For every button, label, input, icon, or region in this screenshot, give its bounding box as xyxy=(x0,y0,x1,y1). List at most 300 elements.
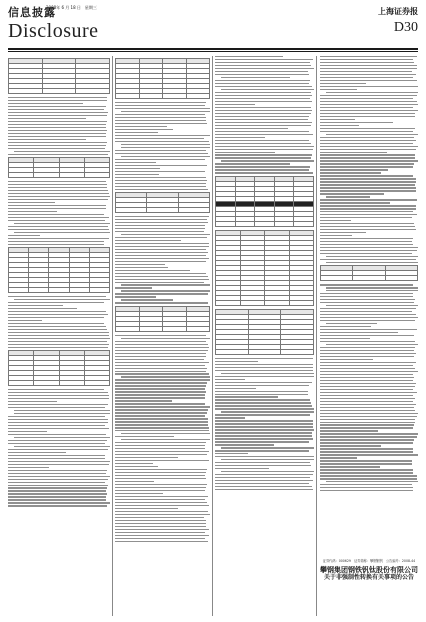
text-line xyxy=(8,296,106,297)
text-line xyxy=(115,249,206,250)
text-line xyxy=(320,398,415,399)
text-line xyxy=(320,238,413,239)
text-line xyxy=(8,416,105,417)
text-line xyxy=(320,247,418,248)
text-line xyxy=(115,189,208,190)
text-line xyxy=(8,121,107,122)
text-line xyxy=(14,413,110,414)
text-line xyxy=(8,302,104,303)
text-line xyxy=(8,97,107,98)
text-line xyxy=(115,490,205,491)
text-line xyxy=(320,395,413,396)
text-line xyxy=(8,464,109,465)
body-text xyxy=(8,296,110,348)
text-line xyxy=(320,389,413,390)
text-line xyxy=(115,216,209,217)
text-line xyxy=(8,229,109,230)
text-line xyxy=(8,187,107,188)
text-line xyxy=(215,95,312,96)
text-line xyxy=(215,163,290,164)
text-line xyxy=(320,359,373,360)
text-line xyxy=(115,168,160,169)
text-line xyxy=(115,496,208,497)
text-line xyxy=(115,436,174,437)
text-line xyxy=(8,502,110,503)
text-line xyxy=(115,350,208,351)
text-line xyxy=(215,157,311,158)
text-line xyxy=(115,353,206,354)
text-line xyxy=(115,270,190,271)
text-line xyxy=(320,451,413,452)
text-line xyxy=(215,367,313,368)
text-line xyxy=(320,229,416,230)
text-line xyxy=(8,241,104,242)
text-line xyxy=(215,489,313,490)
text-line xyxy=(8,235,40,236)
text-line xyxy=(215,423,313,424)
body-text xyxy=(115,335,210,542)
text-line xyxy=(320,235,352,236)
text-line xyxy=(221,459,314,460)
text-line xyxy=(115,102,206,103)
text-line xyxy=(215,128,288,129)
text-line xyxy=(8,202,55,203)
text-line xyxy=(320,208,416,209)
text-line xyxy=(320,157,415,158)
text-line xyxy=(115,430,209,431)
text-line xyxy=(320,407,414,408)
text-line xyxy=(215,134,313,135)
text-line xyxy=(115,108,210,109)
text-line xyxy=(8,314,108,315)
text-line xyxy=(320,490,413,491)
text-line xyxy=(320,250,417,251)
text-line xyxy=(320,172,381,173)
text-line xyxy=(320,146,418,147)
text-line xyxy=(320,302,414,303)
text-line xyxy=(115,335,206,336)
text-line xyxy=(320,410,415,411)
text-line xyxy=(115,371,206,372)
text-line xyxy=(115,129,173,130)
text-line xyxy=(320,463,412,464)
text-line xyxy=(320,211,413,212)
text-column-2 xyxy=(115,56,210,616)
text-line xyxy=(115,466,158,467)
text-line xyxy=(320,68,417,69)
text-line xyxy=(8,422,108,423)
text-line xyxy=(215,486,312,487)
text-line xyxy=(8,470,107,471)
text-line xyxy=(215,480,313,481)
text-line xyxy=(215,146,314,147)
text-line xyxy=(215,396,278,397)
text-line xyxy=(115,162,156,163)
text-line xyxy=(320,308,416,309)
text-line xyxy=(115,347,209,348)
text-line xyxy=(8,244,104,245)
text-line xyxy=(8,458,105,459)
text-line xyxy=(320,436,417,437)
text-line xyxy=(8,467,49,468)
body-text xyxy=(320,56,418,263)
body-text xyxy=(115,102,210,190)
text-column-1 xyxy=(8,56,110,616)
text-line xyxy=(115,508,178,509)
text-line xyxy=(115,532,205,533)
text-line xyxy=(215,388,256,389)
company-name: 攀钢集团钢铁钒钛股份有限公司 xyxy=(320,565,418,574)
text-line xyxy=(8,338,110,339)
securities-code-line: 证券代码：000629 证券简称：攀钢钢钒 公告编号：2008-44 xyxy=(322,559,416,563)
text-line xyxy=(115,520,206,521)
text-line xyxy=(8,115,107,116)
text-line xyxy=(320,143,413,144)
financial-table xyxy=(215,230,314,306)
text-line xyxy=(115,368,207,369)
text-line xyxy=(14,232,110,233)
text-line xyxy=(115,222,208,223)
text-line xyxy=(215,453,248,454)
masthead-right xyxy=(378,6,418,36)
text-line xyxy=(115,385,206,386)
text-line xyxy=(8,154,108,155)
financial-table xyxy=(8,157,110,178)
text-column-3 xyxy=(215,56,314,616)
text-line xyxy=(14,223,110,224)
text-line xyxy=(320,193,384,194)
text-line xyxy=(8,217,109,218)
text-line xyxy=(8,214,104,215)
text-line xyxy=(320,341,415,342)
text-line xyxy=(320,329,417,330)
text-line xyxy=(320,371,418,372)
text-line xyxy=(320,478,417,479)
body-text xyxy=(115,216,210,304)
text-line xyxy=(115,460,209,461)
text-line xyxy=(320,296,413,297)
text-line xyxy=(320,377,414,378)
text-line xyxy=(320,190,416,191)
text-line xyxy=(8,323,104,324)
text-line xyxy=(8,434,106,435)
text-line xyxy=(320,149,416,150)
text-line xyxy=(215,414,310,415)
text-line xyxy=(8,452,66,453)
financial-table xyxy=(215,176,314,227)
text-line xyxy=(121,147,210,148)
text-line xyxy=(320,419,415,420)
text-line xyxy=(215,432,312,433)
text-line xyxy=(320,125,359,126)
text-line xyxy=(320,320,415,321)
text-line xyxy=(215,429,314,430)
body-text xyxy=(8,181,110,245)
text-line xyxy=(115,487,206,488)
text-line xyxy=(115,150,206,151)
text-column-4 xyxy=(320,56,418,554)
text-line xyxy=(320,116,415,117)
text-line xyxy=(8,184,107,185)
text-line xyxy=(221,89,314,90)
text-line xyxy=(320,187,416,188)
text-line xyxy=(320,392,417,393)
text-line xyxy=(115,302,208,303)
text-line xyxy=(115,481,154,482)
text-line xyxy=(320,184,415,185)
text-line xyxy=(8,401,57,402)
text-line xyxy=(320,241,412,242)
text-line xyxy=(320,122,393,123)
financial-table xyxy=(8,350,110,386)
text-line xyxy=(320,80,417,81)
text-line xyxy=(320,353,416,354)
text-line xyxy=(14,446,110,447)
text-line xyxy=(121,338,210,339)
text-line xyxy=(115,451,209,452)
text-line xyxy=(320,284,413,285)
text-line xyxy=(320,416,417,417)
text-line xyxy=(320,386,415,387)
text-line xyxy=(215,441,309,442)
text-line xyxy=(115,457,178,458)
text-line xyxy=(115,505,209,506)
text-line xyxy=(215,465,311,466)
text-line xyxy=(215,104,255,105)
text-line xyxy=(115,421,208,422)
text-line xyxy=(8,308,77,309)
text-line xyxy=(115,114,205,115)
text-line xyxy=(115,403,205,404)
text-line xyxy=(215,358,313,359)
text-line xyxy=(8,332,109,333)
text-line xyxy=(8,112,108,113)
text-line xyxy=(115,240,181,241)
text-line xyxy=(215,152,275,153)
body-text xyxy=(8,97,110,155)
text-line xyxy=(121,290,210,291)
body-text xyxy=(8,389,110,507)
text-line xyxy=(215,391,308,392)
text-line xyxy=(215,56,283,57)
text-line xyxy=(115,391,206,392)
text-line xyxy=(320,166,413,167)
text-line xyxy=(115,159,205,160)
text-line xyxy=(326,196,370,197)
text-line xyxy=(320,332,398,333)
text-line xyxy=(8,103,83,104)
text-line xyxy=(115,493,163,494)
text-line xyxy=(14,151,110,152)
text-line xyxy=(215,107,311,108)
text-line xyxy=(8,505,107,506)
text-line xyxy=(8,226,108,227)
text-line xyxy=(8,127,106,128)
text-line xyxy=(215,385,309,386)
text-line xyxy=(215,474,313,475)
text-line xyxy=(8,431,47,432)
text-line xyxy=(320,62,414,63)
text-line xyxy=(115,132,158,133)
financial-table xyxy=(115,58,210,99)
text-line xyxy=(115,246,209,247)
text-line xyxy=(115,472,206,473)
text-line xyxy=(115,255,206,256)
text-line xyxy=(115,138,204,139)
text-line xyxy=(115,344,208,345)
text-line xyxy=(215,62,310,63)
announcement-title: 关于非强制性转换有关事项的公告 xyxy=(323,574,414,581)
text-line xyxy=(8,326,106,327)
text-line xyxy=(115,153,208,154)
text-line xyxy=(320,445,381,446)
text-line xyxy=(215,131,309,132)
text-line xyxy=(115,409,208,410)
text-line xyxy=(326,262,418,263)
text-line xyxy=(8,485,108,486)
text-line xyxy=(320,83,366,84)
text-line xyxy=(115,502,207,503)
text-line xyxy=(320,217,412,218)
text-line xyxy=(320,74,416,75)
text-line xyxy=(121,234,210,235)
text-line xyxy=(8,311,106,312)
text-line xyxy=(215,140,309,141)
text-line xyxy=(215,149,313,150)
text-line xyxy=(8,473,106,474)
text-line xyxy=(8,190,108,191)
text-line xyxy=(221,471,314,472)
text-line xyxy=(8,335,109,336)
text-line xyxy=(326,290,418,291)
text-line xyxy=(115,394,205,395)
text-line xyxy=(320,427,413,428)
financial-table xyxy=(115,306,210,332)
text-line xyxy=(115,296,156,297)
text-line xyxy=(320,214,417,215)
text-line xyxy=(320,311,412,312)
text-line xyxy=(320,71,412,72)
text-line xyxy=(8,148,105,149)
text-line xyxy=(320,374,413,375)
text-line xyxy=(8,205,106,206)
text-line xyxy=(320,77,413,78)
text-line xyxy=(215,483,309,484)
text-line xyxy=(320,338,370,339)
text-line xyxy=(115,282,204,283)
text-line xyxy=(8,493,107,494)
text-line xyxy=(320,175,413,176)
text-line xyxy=(320,430,378,431)
text-line xyxy=(8,499,106,500)
text-line xyxy=(320,259,416,260)
text-line xyxy=(115,341,206,342)
text-line xyxy=(320,244,413,245)
text-line xyxy=(115,535,209,536)
text-line xyxy=(320,442,413,443)
text-line xyxy=(14,410,110,411)
text-line xyxy=(320,152,387,153)
text-line xyxy=(8,440,107,441)
text-line xyxy=(8,487,107,488)
text-line xyxy=(8,145,106,146)
text-line xyxy=(221,447,314,448)
text-line xyxy=(115,174,159,175)
text-line xyxy=(215,405,312,406)
section-title-cn: 信息披露 xyxy=(8,6,56,19)
text-line xyxy=(115,373,209,374)
text-line xyxy=(8,220,105,221)
text-line xyxy=(320,368,415,369)
text-line xyxy=(115,261,206,262)
text-line xyxy=(121,439,210,440)
text-line xyxy=(320,110,418,111)
text-line xyxy=(115,258,209,259)
text-line xyxy=(215,169,309,170)
text-line xyxy=(320,356,414,357)
text-line xyxy=(115,442,206,443)
text-line xyxy=(8,398,109,399)
text-line xyxy=(121,376,210,377)
text-line xyxy=(320,226,415,227)
text-line xyxy=(115,445,205,446)
text-line xyxy=(121,144,210,145)
text-line xyxy=(215,74,309,75)
text-line xyxy=(320,314,416,315)
text-line xyxy=(8,455,105,456)
text-line xyxy=(115,359,204,360)
text-line xyxy=(8,344,109,345)
text-line xyxy=(215,435,312,436)
text-line xyxy=(8,238,109,239)
text-line xyxy=(320,160,418,161)
text-line xyxy=(115,463,153,464)
text-line xyxy=(115,418,208,419)
financial-table xyxy=(320,265,418,281)
text-line xyxy=(320,86,418,87)
text-line xyxy=(320,220,351,221)
text-line xyxy=(8,181,106,182)
text-line xyxy=(121,156,210,157)
text-line xyxy=(215,438,313,439)
text-line xyxy=(221,411,314,412)
text-line xyxy=(115,273,206,274)
text-line xyxy=(8,133,106,134)
text-line xyxy=(320,350,414,351)
text-line xyxy=(215,113,311,114)
text-line xyxy=(115,165,207,166)
text-line xyxy=(115,180,207,181)
text-line xyxy=(8,395,109,396)
text-line xyxy=(221,373,314,374)
text-line xyxy=(8,496,106,497)
masthead-rule xyxy=(8,48,418,50)
text-line xyxy=(115,105,205,106)
text-line xyxy=(115,237,207,238)
text-line xyxy=(115,400,172,401)
text-line xyxy=(115,362,209,363)
text-line xyxy=(320,484,412,485)
text-line xyxy=(121,433,210,434)
text-line xyxy=(115,427,209,428)
financial-table xyxy=(115,192,210,213)
text-line xyxy=(215,116,309,117)
text-line xyxy=(115,454,207,455)
page-number: D30 xyxy=(393,20,418,35)
text-line xyxy=(8,196,110,197)
text-line xyxy=(115,538,205,539)
text-line xyxy=(326,323,377,324)
